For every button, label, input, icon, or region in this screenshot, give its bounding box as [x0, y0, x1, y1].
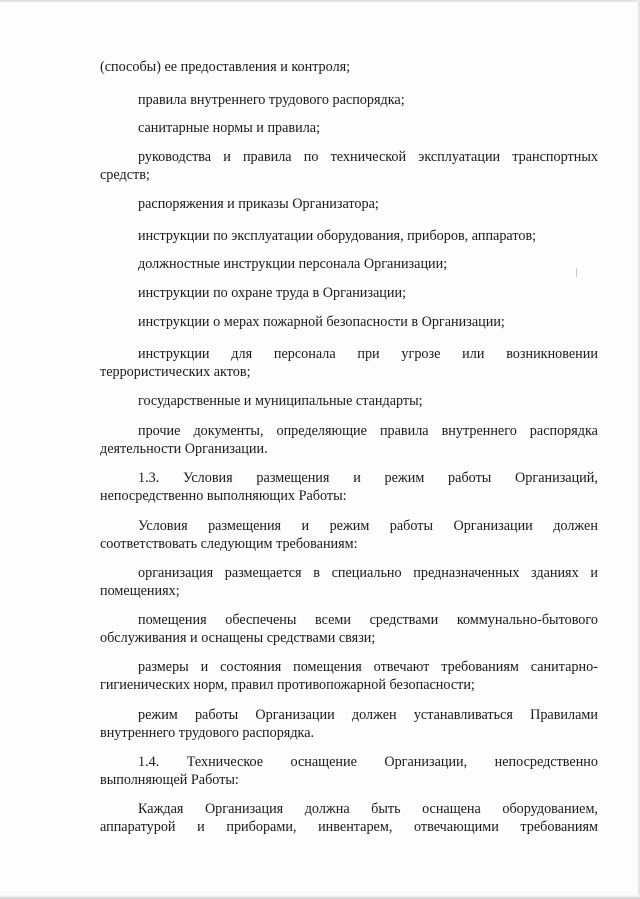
word: устанавливаться	[413, 707, 513, 723]
word: предназначенных	[413, 565, 520, 581]
word: приборами,	[226, 818, 297, 835]
list-item-text: правила внутреннего трудового распорядка;	[138, 92, 405, 108]
justified-line	[100, 423, 598, 441]
list-item	[100, 285, 598, 303]
line-text: обслуживания и оснащены средствами связи;	[100, 629, 376, 646]
word: Организация	[204, 801, 284, 817]
line-text: помещениях;	[100, 582, 180, 599]
word: или	[462, 346, 485, 362]
line-text: деятельности Организации.	[100, 440, 268, 457]
word: состояния	[220, 659, 282, 675]
paragraph-text: (способы) ее предоставления и контроля;	[100, 59, 351, 75]
word: обеспечены	[225, 612, 297, 628]
word: всеми	[315, 612, 351, 628]
list-item-text: инструкции по эксплуатации оборудования, приборов, аппаратов;	[138, 228, 537, 244]
word: средствами	[369, 612, 439, 628]
word: требованиям	[520, 818, 598, 835]
word: инвентарем,	[318, 818, 393, 835]
word: эксплуатации	[418, 149, 501, 165]
word: Организаций,	[515, 470, 598, 486]
word: должна	[304, 801, 350, 817]
word: специально	[331, 565, 402, 581]
justified-line	[100, 346, 598, 364]
word: и	[353, 470, 361, 486]
word: для	[231, 346, 253, 362]
word: должен	[553, 518, 598, 534]
word: размеры	[138, 659, 189, 675]
justified-line	[100, 470, 598, 488]
list-item-text: должностные инструкции персонала Организации;	[138, 256, 448, 272]
word: режим	[138, 707, 178, 723]
word: организация	[138, 565, 214, 581]
word: размещения	[256, 470, 330, 486]
list-item-text: инструкции о мерах пожарной безопасности в Организации;	[138, 314, 505, 330]
list-item	[100, 423, 598, 458]
word: возникновении	[506, 346, 598, 362]
list-item	[100, 92, 598, 110]
list-item	[100, 659, 598, 694]
line-text: средств;	[100, 166, 150, 183]
word: Организации,	[384, 754, 468, 770]
word: оборудованием,	[502, 801, 598, 817]
section-number: 1.4.	[138, 754, 160, 770]
word: размещается	[224, 565, 302, 581]
word: руководства	[138, 149, 212, 165]
word: по	[303, 149, 319, 165]
word: должен	[351, 707, 397, 723]
word: внутреннего	[441, 423, 517, 439]
justified-line	[100, 819, 598, 837]
paragraph	[100, 518, 598, 553]
word: размещения	[208, 518, 282, 534]
word: в	[313, 565, 320, 581]
line-text: выполняющей Работы:	[100, 771, 239, 788]
word: документы,	[193, 423, 264, 439]
word: и	[301, 518, 310, 534]
list-item	[100, 149, 598, 184]
list-item	[100, 120, 598, 138]
list-item-text: распоряжения и приказы Организатора;	[138, 196, 379, 212]
list-item	[100, 314, 598, 332]
word: коммунально-бытового	[456, 612, 598, 628]
word: аппаратурой	[100, 818, 176, 835]
list-item	[100, 256, 598, 274]
word: отвечающими	[414, 818, 499, 835]
word: режим	[384, 470, 425, 486]
word: зданиях	[531, 565, 579, 581]
word: транспортных	[512, 149, 598, 165]
list-item	[100, 228, 598, 246]
section-heading	[100, 470, 598, 505]
word: работы	[389, 518, 434, 534]
word: Условия	[183, 470, 233, 486]
word: отвечают	[373, 659, 430, 675]
word: санитарно-	[530, 659, 598, 675]
scan-bottom-edge	[0, 895, 640, 899]
word: Условия	[138, 518, 188, 534]
word: Организации	[453, 518, 533, 534]
word: и	[197, 818, 205, 835]
line-text: непосредственно выполняющих Работы:	[100, 487, 347, 504]
word: Техническое	[186, 754, 264, 770]
word: правила	[242, 149, 292, 165]
word: и	[223, 149, 231, 165]
line-text: террористических актов;	[100, 363, 251, 380]
word: оснащена	[422, 801, 481, 817]
justified-line	[100, 659, 598, 677]
justified-line	[100, 801, 598, 819]
word: помещения	[293, 659, 362, 675]
list-item	[100, 707, 598, 742]
word: режим	[329, 518, 370, 534]
word: работы	[194, 707, 239, 723]
list-item-text: санитарные нормы и правила;	[138, 120, 321, 136]
word: оснащение	[290, 754, 357, 770]
word: технической	[330, 149, 407, 165]
list-item	[100, 196, 598, 214]
list-item	[100, 346, 598, 381]
scan-top-edge	[0, 0, 640, 3]
word: Правилами	[530, 707, 598, 723]
list-item	[100, 393, 598, 411]
word: угрозе	[401, 346, 441, 362]
list-item-text: государственные и муниципальные стандарты;	[138, 393, 423, 409]
word: персонала	[273, 346, 336, 362]
justified-line	[100, 149, 598, 167]
line-text: внутреннего трудового распорядка.	[100, 724, 315, 741]
word: требованиям	[441, 659, 519, 675]
justified-line	[100, 518, 598, 536]
justified-line	[100, 565, 598, 583]
word: и	[200, 659, 209, 675]
word: инструкции	[138, 346, 210, 362]
word: работы	[448, 470, 492, 486]
paragraph-continuation	[100, 59, 598, 77]
justified-line	[100, 707, 598, 725]
line-text: соответствовать следующим требованиям:	[100, 535, 358, 552]
word: быть	[371, 801, 401, 817]
justified-line	[100, 612, 598, 630]
list-item	[100, 612, 598, 647]
line-text: гигиенических норм, правил противопожарной безопасности;	[100, 676, 475, 693]
justified-line	[100, 754, 598, 772]
section-number: 1.3.	[138, 470, 160, 486]
word: определяющие	[276, 423, 367, 439]
list-item	[100, 565, 598, 600]
paragraph	[100, 801, 598, 836]
word: распорядка	[529, 423, 598, 439]
list-item-text: инструкции по охране труда в Организации;	[138, 285, 407, 301]
word: правила	[379, 423, 429, 439]
word: при	[357, 346, 380, 362]
word: и	[590, 565, 598, 581]
word: Организации	[255, 707, 335, 723]
word: Каждая	[138, 801, 184, 817]
word: помещения	[138, 612, 207, 628]
word: непосредственно	[494, 754, 598, 770]
word: прочие	[138, 423, 181, 439]
section-heading	[100, 754, 598, 789]
